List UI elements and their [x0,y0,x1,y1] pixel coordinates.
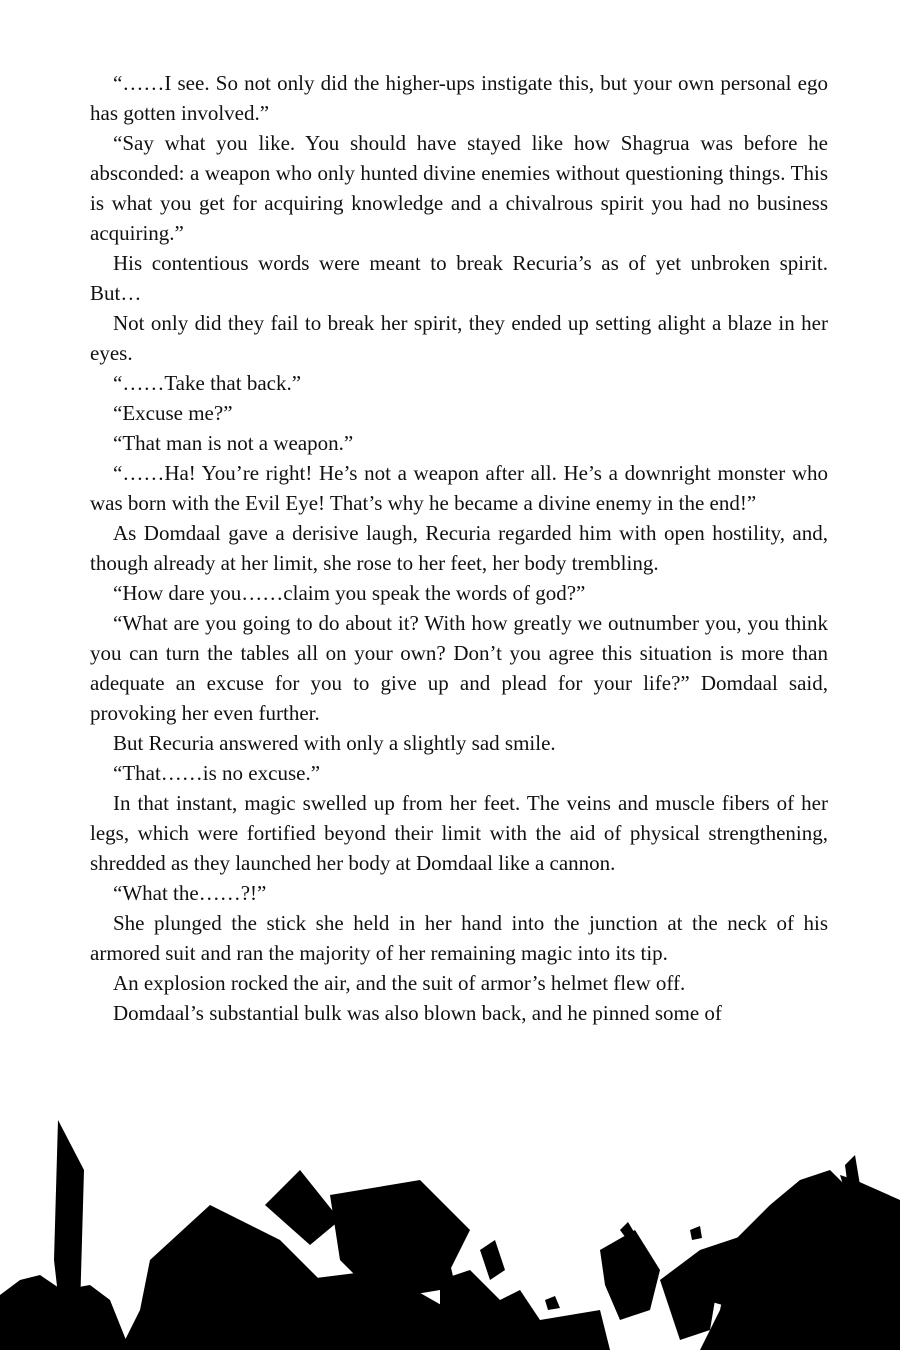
paragraph: “How dare you……claim you speak the words of god?” [113,581,586,605]
paragraph: “……Take that back.” [113,371,302,395]
body-text [90,68,828,1028]
paragraph: In that instant, magic swelled up from her feet. The veins and muscle fibers of her legs, which were fortified beyond their limit with the aid of physical strengthening, shredded as they launched her body at Domdaal like a cannon. [90,791,828,875]
rubble-silhouette-decoration [0,1110,900,1350]
paragraph: “……I see. So not only did the higher-ups instigate this, but your own personal ego has gotten involved.” [90,71,828,125]
paragraph: His contentious words were meant to break Recuria’s as of yet unbroken spirit. But… [90,251,828,305]
paragraph: “Say what you like. You should have stayed like how Shagrua was before he absconded: a weapon who only hunted divine enemies without questioning things. This is what you get for acquiring knowledge and a chivalrous spirit you had no business acquiring.” [90,131,828,245]
paragraph: “……Ha! You’re right! He’s not a weapon after all. He’s a downright monster who was born with the Evil Eye! That’s why he became a divine enemy in the end!” [90,461,828,515]
paragraph: As Domdaal gave a derisive laugh, Recuria regarded him with open hostility, and, though already at her limit, she rose to her feet, her body trembling. [90,521,828,575]
paragraph: She plunged the stick she held in her hand into the junction at the neck of his armored suit and ran the majority of her remaining magic into its tip. [90,911,828,965]
paragraph: Domdaal’s substantial bulk was also blown back, and he pinned some of [113,1001,722,1025]
paragraph: An explosion rocked the air, and the suit of armor’s helmet flew off. [113,971,686,995]
paragraph: But Recuria answered with only a slightly sad smile. [113,731,556,755]
paragraph: “That……is no excuse.” [113,761,321,785]
paragraph: “What are you going to do about it? With how greatly we outnumber you, you think you can turn the tables all on your own? Don’t you agree this situation is more than adequate an excuse for you to give up and plead for your life?” Domdaal said, provoking her even further. [90,611,828,725]
paragraph: Not only did they fail to break her spirit, they ended up setting alight a blaze in her eyes. [90,311,828,365]
paragraph: “That man is not a weapon.” [113,431,354,455]
paragraph: “What the……?!” [113,881,267,905]
paragraph: “Excuse me?” [113,401,233,425]
